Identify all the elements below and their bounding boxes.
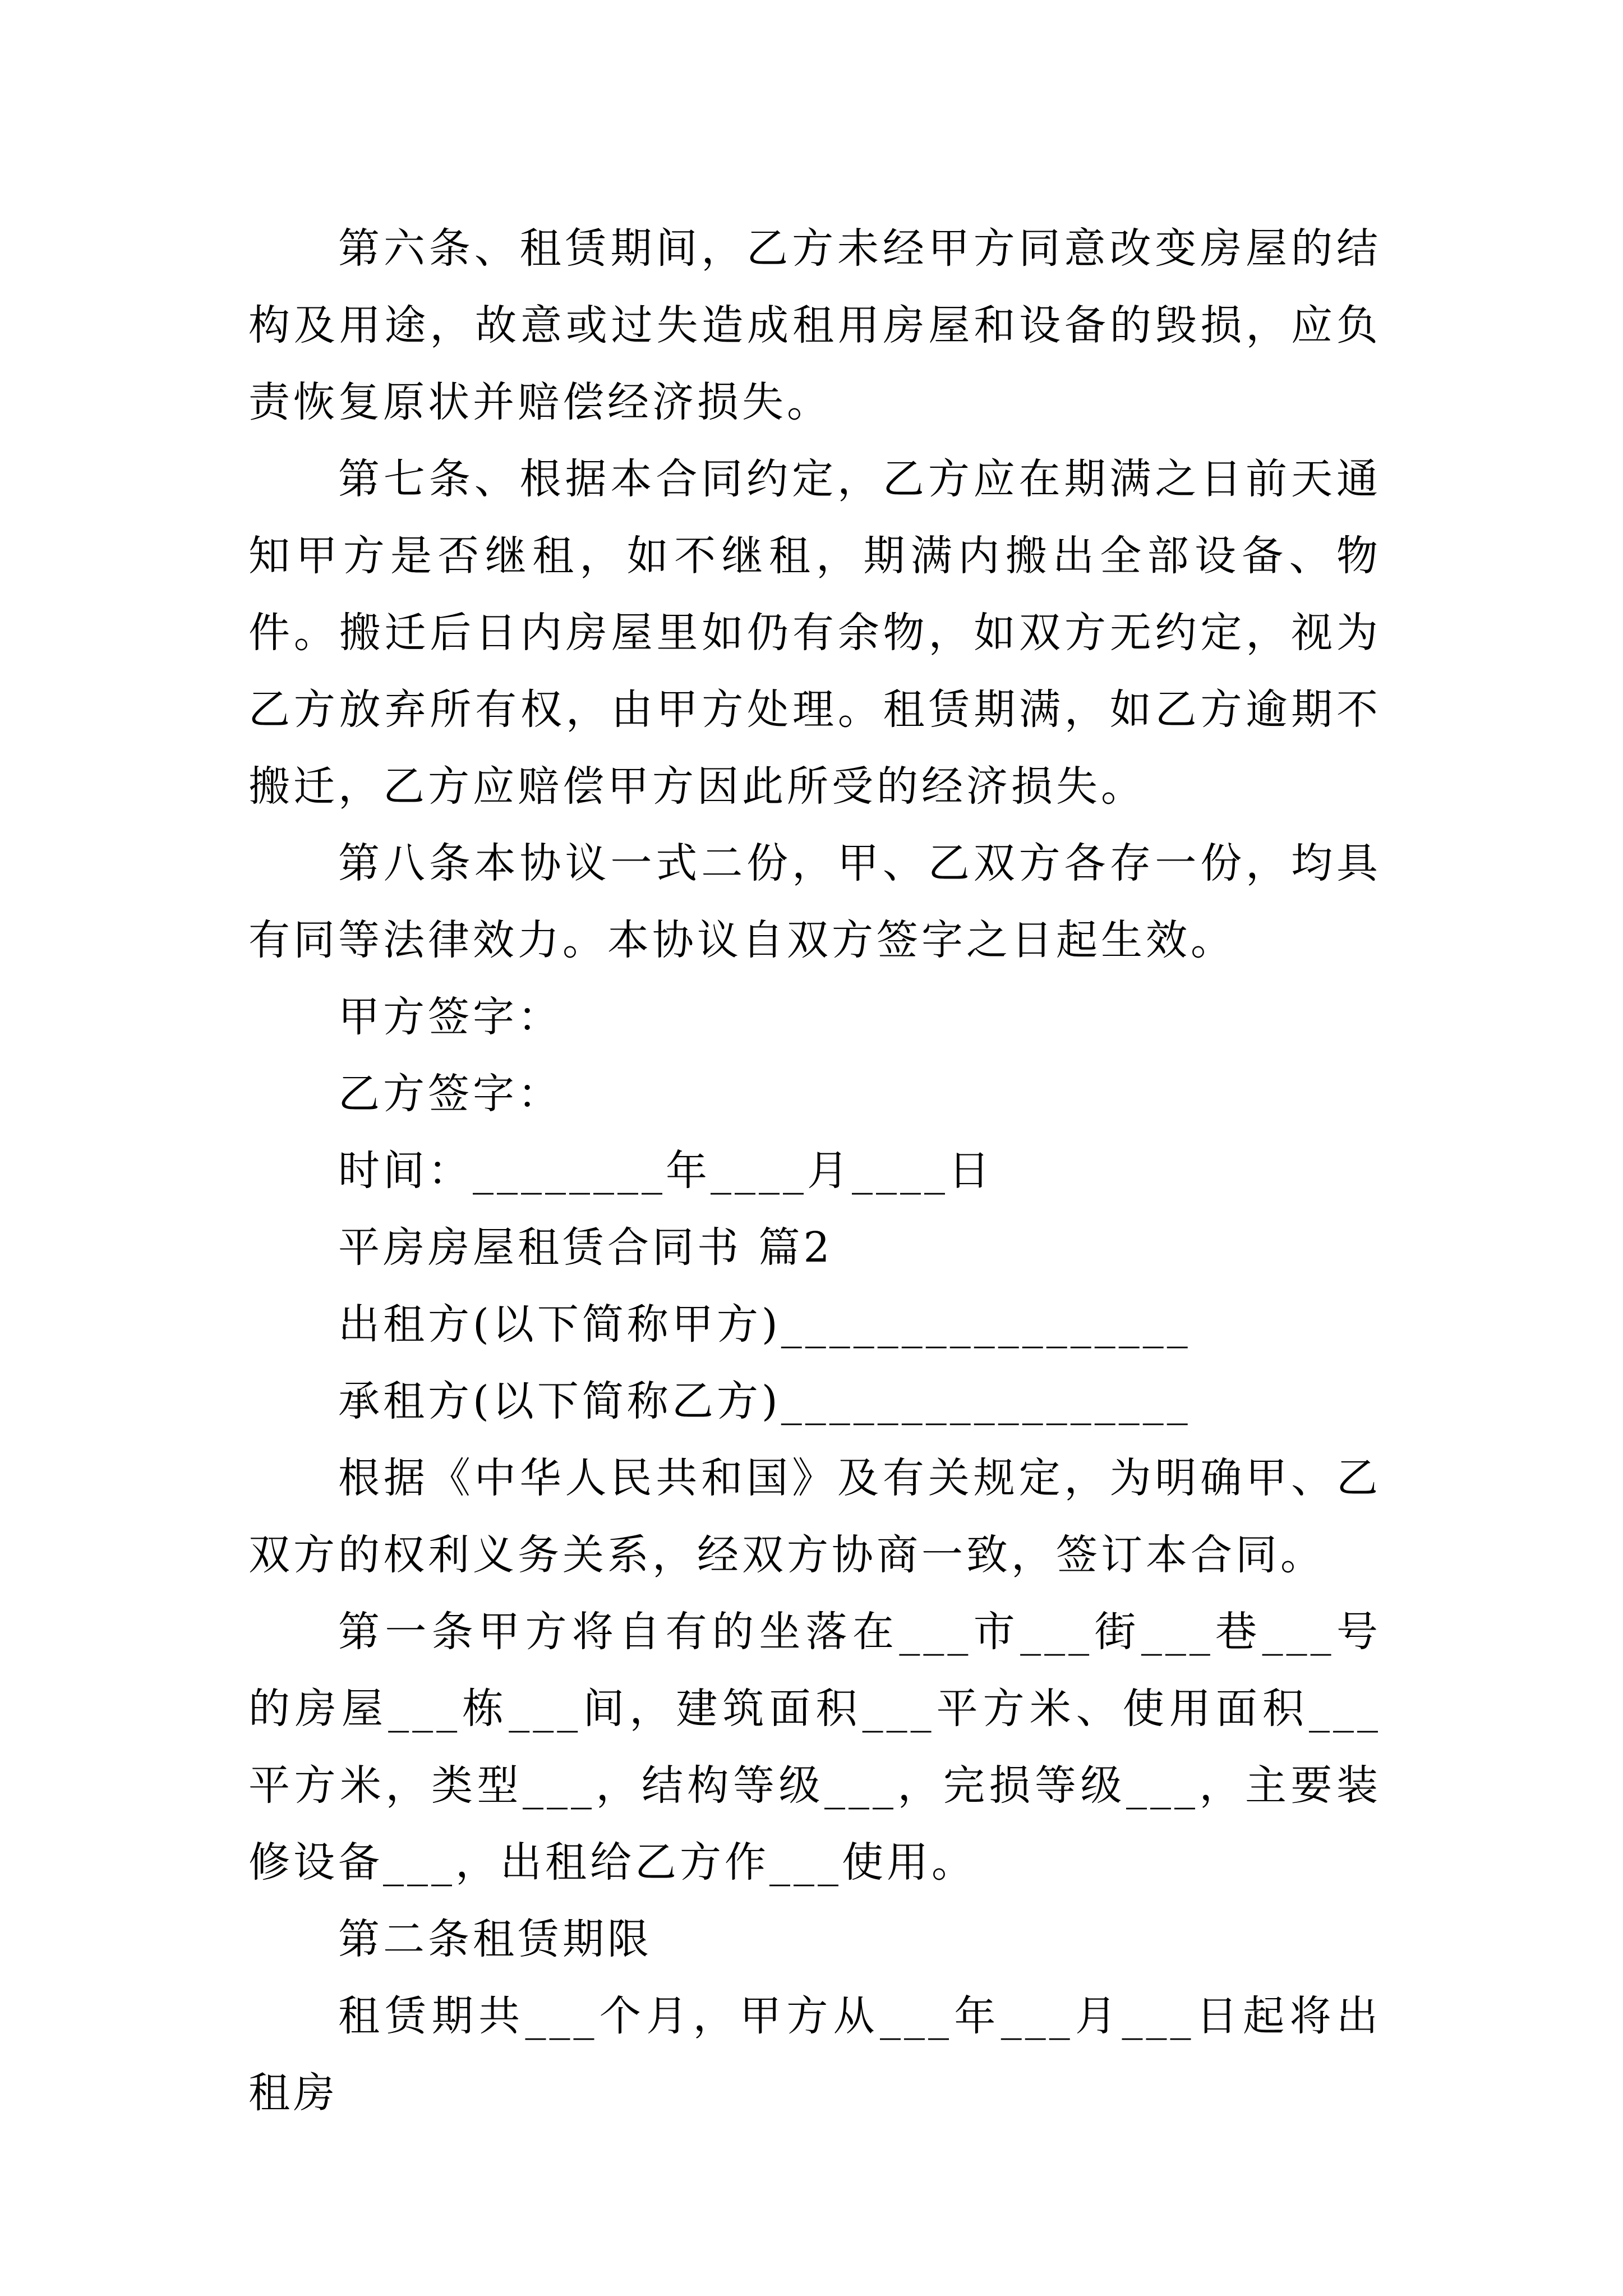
article-7-paragraph: 第七条、根据本合同约定，乙方应在期满之日前天通知甲方是否继租，如不继租，期满内搬出全部设备、物件。搬迁后日内房屋里如仍有余物，如双方无约定，视为乙方放弃所有权，由甲方处理。租赁期满，如乙方逾期不搬迁，乙方应赔偿甲方因此所受的经济损失。 [248,455,1381,811]
article-8-paragraph: 第八条本协议一式二份，甲、乙双方各存一份，均具有同等法律效力。本协议自双方签字之日起生效。 [248,839,1381,964]
article-6-paragraph: 第六条、租赁期间，乙方未经甲方同意改变房屋的结构及用途，故意或过失造成租用房屋和设备的毁损，应负责恢复原状并赔偿经济损失。 [248,224,1381,426]
document-page [248,210,1381,2132]
article-2-heading: 第二条租赁期限 [338,1915,652,1963]
party-b-signature-line: 乙方签字： [338,1070,562,1118]
article-1-paragraph: 第一条甲方将自有的坐落在___市___街___巷___号的房屋___栋___间，建筑面积___平方米、使用面积___平方米，类型___，结构等级___，完损等级___，主要装修设备___，出租给乙方作___使用。 [248,1608,1381,1887]
lessor-line: 出租方(以下简称甲方)_________________ [338,1300,1191,1349]
lessee-line: 承租方(以下简称乙方)_________________ [338,1377,1191,1425]
preamble-paragraph: 根据《中华人民共和国》及有关规定，为明确甲、乙双方的权利义务关系，经双方协商一致，签订本合同。 [248,1454,1381,1579]
date-line: 时间：________年____月____日 [338,1147,993,1195]
lease-term-paragraph: 租赁期共___个月，甲方从___年___月___日起将出租房 [248,1992,1381,2117]
party-a-signature-line: 甲方签字： [338,993,562,1041]
section-heading: 平房房屋租赁合同书 篇2 [338,1223,833,1272]
